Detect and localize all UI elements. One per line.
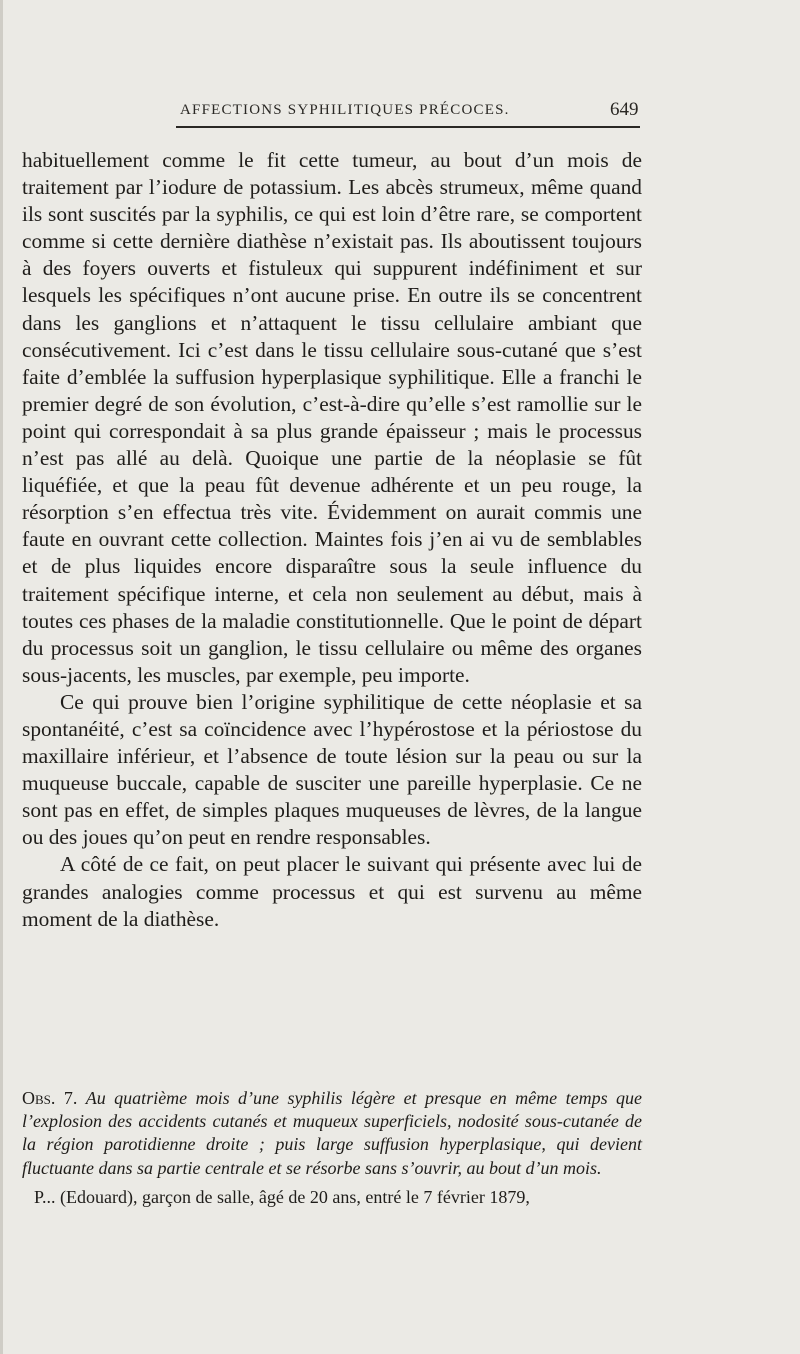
observation-heading-text [22,1087,642,1180]
page-number: 649 [610,99,639,120]
observation-label: Obs. 7. [22,1088,78,1108]
paragraph-3: A côté de ce fait, on peut placer le suivant qui présente avec lui de grandes analogies comme processus et qui est survenu au même moment de la diathèse. [22,852,642,931]
header-rule [176,126,640,128]
observation-body [22,1186,642,1209]
paragraph-1: habituellement comme le fit cette tumeur, au bout d’un mois de traitement par l’iodure de potassium. Les abcès strumeux, même quand ils sont suscités par la syphilis, ce qui est loin d’être rare, se comportent comme si cette dernière diathèse n’existait pas. Ils aboutissent toujours à des foyers ouverts et fistuleux qui suppurent indéfiniment et sur lesquels les spécifiques n’ont aucune prise. En outre ils se concentrent dans les ganglions et n’attaquent le tissu cellulaire ambiant que consécutivement. Ici c’est dans le tissu cellulaire sous-cutané que s’est faite d’emblée la suffusion hyperplasique syphilitique. Elle a franchi le premier degré de son évolution, c’est-à-dire qu’elle s’est ramollie sur le point qui correspondait à sa plus grande épaisseur ; mais le processus n’est pas allé au delà. Quoique une partie de la néoplasie se fût liquéfiée, et que la peau fût devenue adhérente et un peu rouge, la résorption s’en effectua très vite. Évidemment on aurait commis une faute en ouvrant cette collection. Maintes fois j’en ai vu de semblables et de plus liquides encore disparaître sous la seule influence du traitement spécifique interne, et cela non seulement au début, mais à toutes ces phases de la maladie constitutionnelle. Que le point de départ du processus soit un ganglion, le tissu cellulaire ou même des organes sous-jacents, les muscles, par exemple, peu importe. [22,148,642,687]
paragraph-2: Ce qui prouve bien l’origine syphilitique de cette néoplasie et sa spontanéité, c’est sa coïncidence avec l’hypérostose et la périostose du maxillaire inférieur, et l’absence de toute lésion sur la peau ou sur la muqueuse buccale, capable de susciter une pareille hyperplasie. Ce ne sont pas en effet, de simples plaques muqueuses de lèvres, de la langue ou des joues qu’on peut en rendre responsables. [22,689,642,850]
running-title: AFFECTIONS SYPHILITIQUES PRÉCOCES. [180,102,510,118]
observation-body-text: P... (Edouard), garçon de salle, âgé de 20 ans, entré le 7 février 1879, [34,1187,530,1207]
observation-summary: Au quatrième mois d’une syphilis légère et presque en même temps que l’explosion des accidents cutanés et muqueux superficiels, nodosité sous-cutanée de la région parotidienne droite ; puis large suffusion hyperplasique, qui devient fluctuante dans sa partie centrale et se résorbe sans s’ouvrir, au bout d’un mois. [22,1088,642,1178]
observation-heading [22,1087,642,1180]
main-text [22,147,642,933]
page-edge [0,0,3,1354]
